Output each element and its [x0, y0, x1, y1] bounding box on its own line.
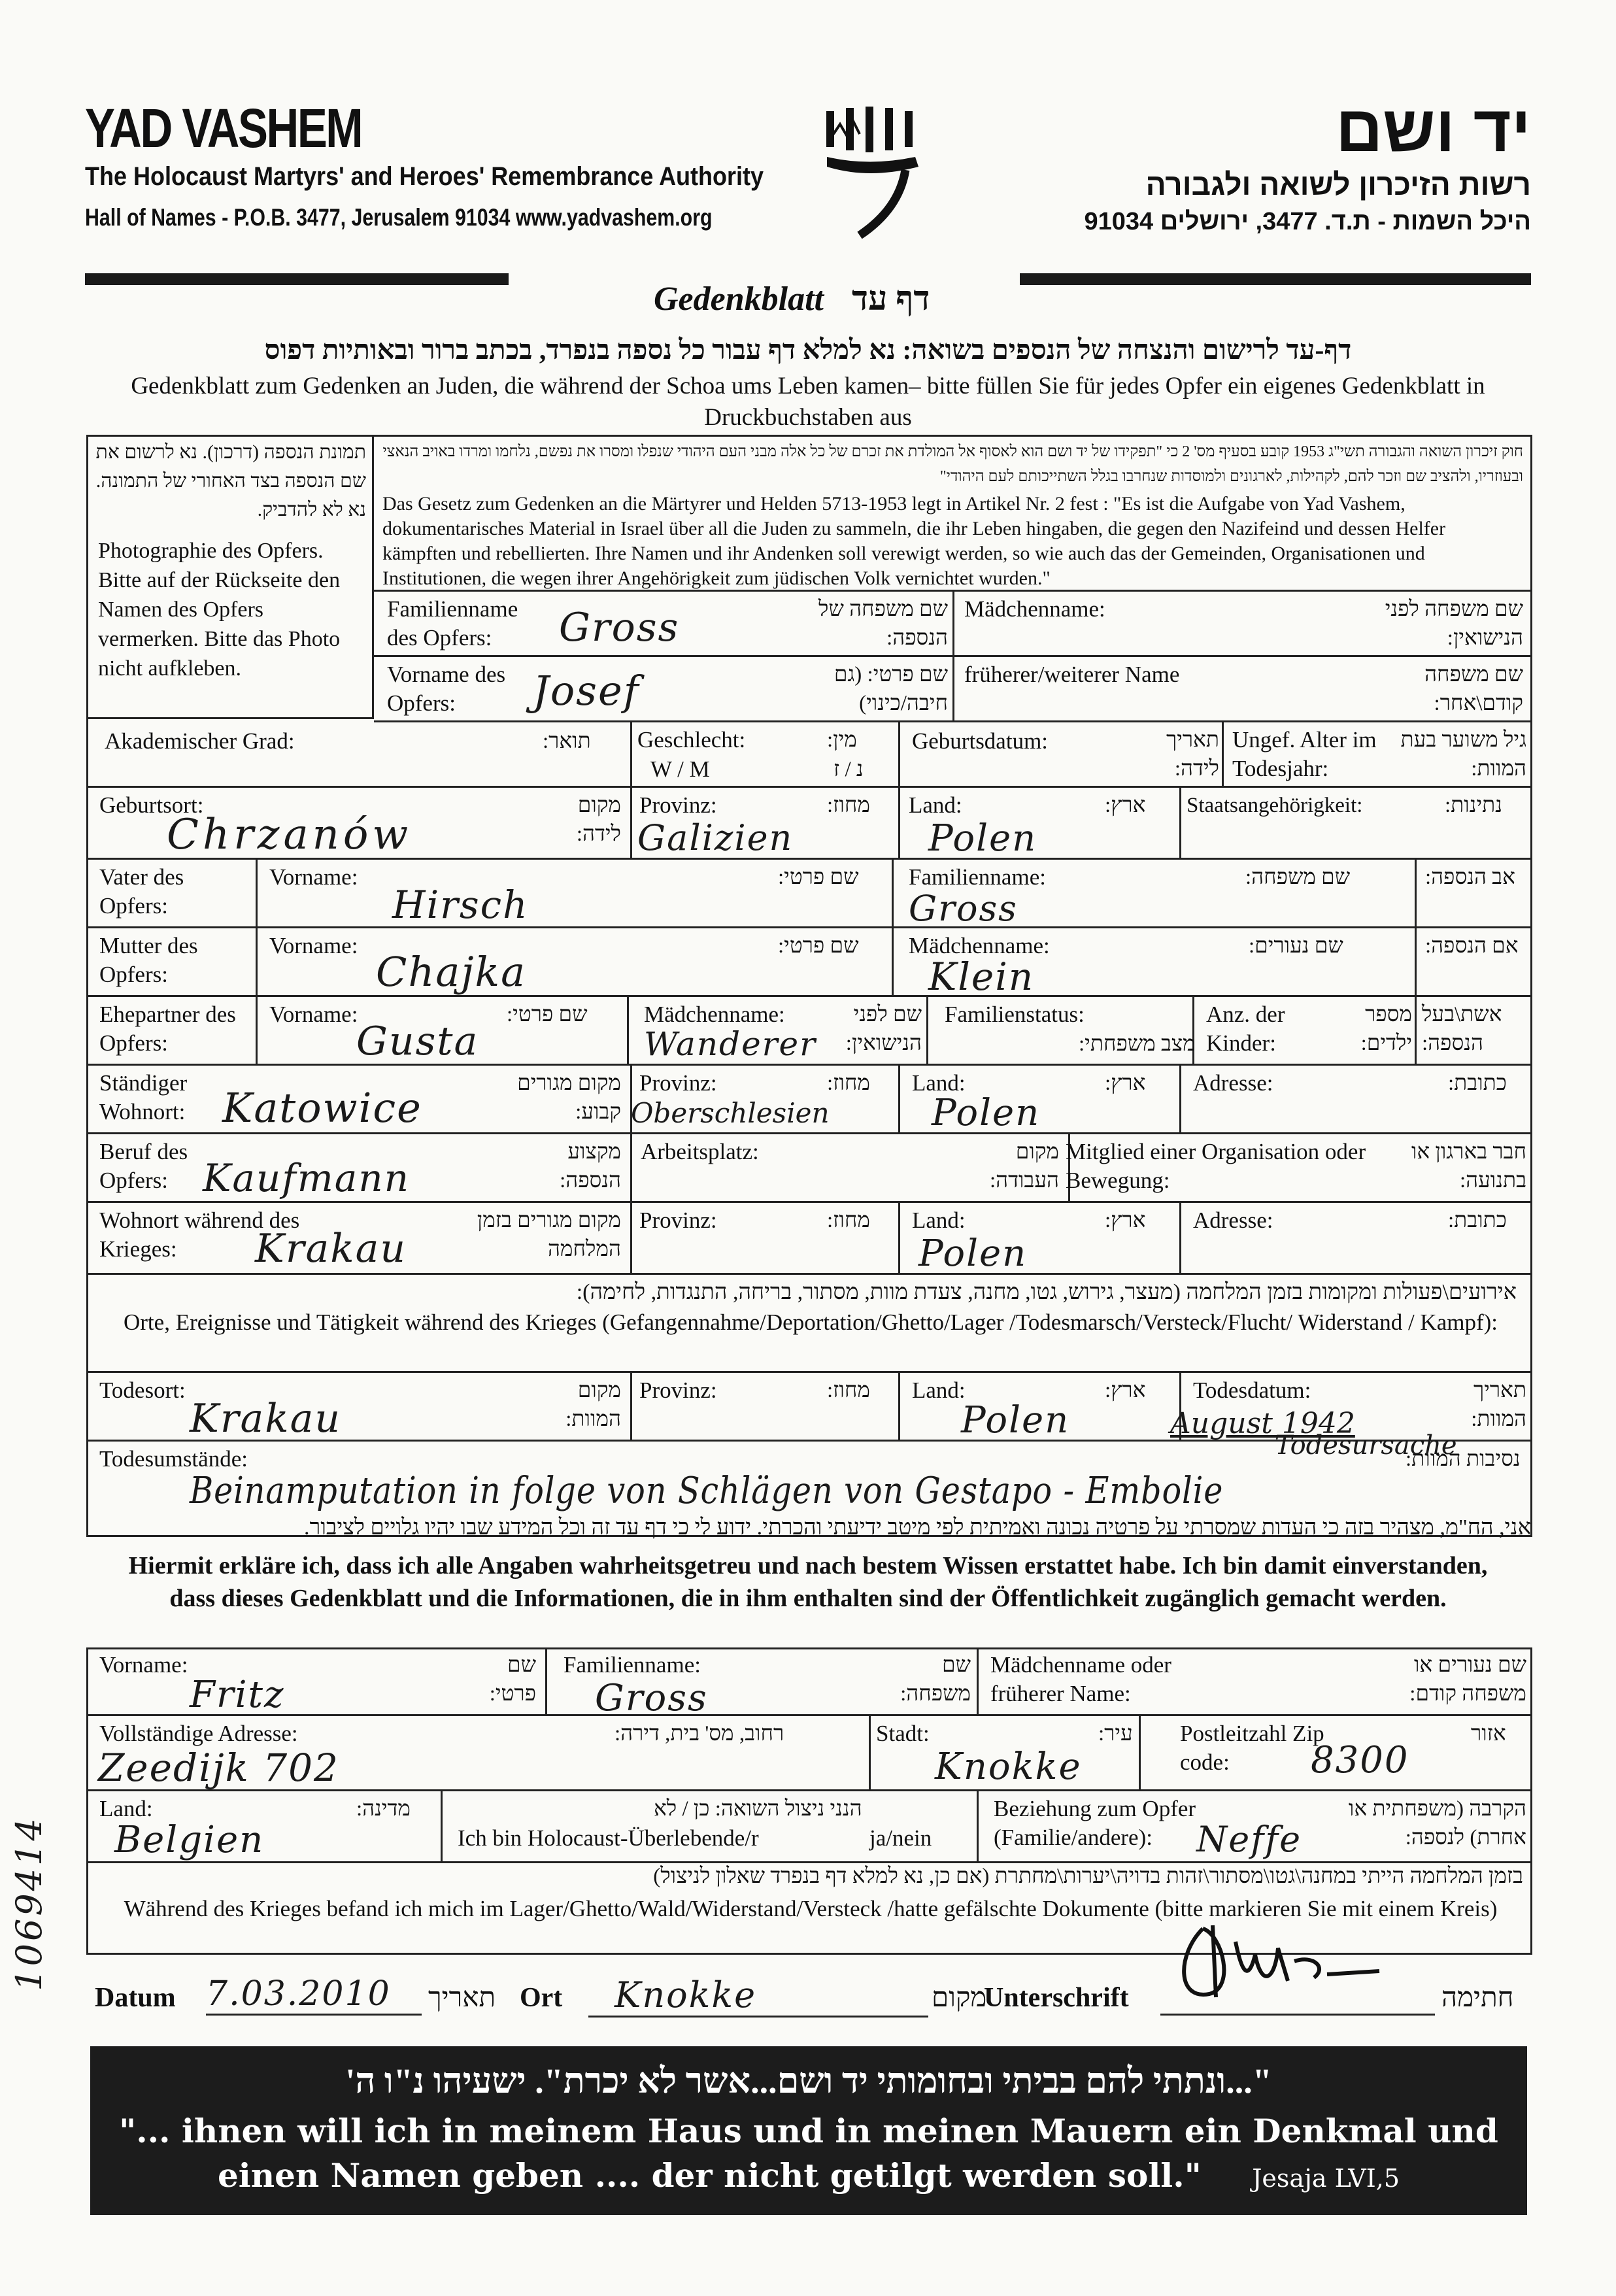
gender-options[interactable]: W / M — [650, 756, 710, 782]
firstname-label-he: שם פרטי: (גם חיבה/כינוי) — [833, 663, 948, 715]
gender-options-he: נ / ז — [833, 758, 864, 781]
org-subtitle: The Holocaust Martyrs' and Heroes' Remembrance Authority — [85, 162, 764, 191]
he-org-name: יד ושם — [1336, 92, 1531, 165]
sub-zip-value[interactable]: 8300 — [1311, 1739, 1409, 1781]
residence-value[interactable]: Katowice — [222, 1084, 422, 1132]
sub-sur-label: Familienname: — [564, 1652, 701, 1678]
citizenship-label-he: נתינות: — [1445, 794, 1502, 817]
profession-label-he: מקצוע הנספה: — [560, 1140, 621, 1192]
wartime-addr-label: Adresse: — [1193, 1207, 1273, 1233]
spouse-first-label: Vorname: — [269, 1002, 358, 1027]
margin-number: 1069414 — [8, 1815, 50, 1991]
organisation-label: Mitglied einer Organisation oder Bewegung: — [1066, 1139, 1366, 1193]
father-first-label: Vorname: — [269, 864, 358, 890]
sub-survivor-opt[interactable]: ja/nein — [869, 1825, 932, 1851]
death-date-label: Todesdatum: — [1193, 1377, 1311, 1403]
spouse-maiden-label-he: שם לפני הנישואין: — [845, 1003, 922, 1055]
declaration-he: אני, הח"מ, מצהיר בזה כי העדות שמסרתי על פרטיה נכונה ואמיתית לפי מיטב ידיעתי והכרתי. ידוע לי כי דף עד זה וכל המידע שבו יהיו גלויים לציבור. — [304, 1515, 1531, 1540]
gender-label: Geschlecht: — [637, 727, 746, 752]
wartime-label: Wohnort während des Krieges: — [99, 1207, 300, 1262]
residence-prov-label: Provinz: — [639, 1070, 717, 1096]
sig-place-label: Ort — [520, 1983, 563, 2013]
form-title — [654, 280, 930, 318]
birthplace-label-he: מקום לידה: — [576, 794, 621, 846]
wartime-land-value[interactable]: Polen — [918, 1232, 1028, 1275]
events-he: אירועים\פעולות ומקומות בזמן המלחמה (מעצר, גירוש, גטו, מחנה, צעדת מוות, מסתור, בריחה, התנגדות, לחימה): — [576, 1280, 1517, 1304]
father-sur-value[interactable]: Gross — [909, 888, 1018, 929]
spouse-first-value[interactable]: Gusta — [356, 1019, 479, 1064]
spouse-label: Ehepartner des Opfers: — [99, 1002, 236, 1056]
he-org-subtitle: רשות הזיכרון לשואה ולגבורה — [1145, 167, 1531, 201]
mother-label-he: אם הנספה: — [1425, 934, 1519, 958]
residence-land-label: Land: — [912, 1070, 966, 1096]
birthdate-label-he: תאריך לידה: — [1166, 728, 1219, 781]
sig-date-label: Datum — [95, 1983, 176, 2013]
profession-label: Beruf des Opfers: — [99, 1139, 188, 1193]
sig-sign-label-he: חתימה — [1441, 1983, 1514, 2013]
birthdate-label: Geburtsdatum: — [912, 728, 1049, 754]
mother-sur-value[interactable]: Klein — [928, 954, 1035, 999]
father-first-value[interactable]: Hirsch — [392, 883, 529, 927]
country-label: Land: — [909, 792, 962, 818]
death-land-label-he: ארץ: — [1105, 1379, 1146, 1402]
footer-ref: Jesaja LVI,5 — [1252, 2164, 1400, 2193]
sub-land-label: Land: — [99, 1796, 153, 1821]
residence-label-he: מקום מגורים קבוע: — [517, 1072, 621, 1124]
workplace-label-he: מקום העבודה: — [989, 1140, 1059, 1192]
maiden-label: Mädchenname: — [964, 596, 1105, 622]
residence-land-value[interactable]: Polen — [932, 1092, 1041, 1134]
law-he: חוק זיכרון השואה והגבורה תשי"ג 1953 קובע בסעיף מס' 2 כי "תפקידו של יד ושם הוא לאסוף אל המולדת את זכרם של כל אלה מבני העם היהודי שנפלו ומסרו את נפשם, נלחמו ומרדו באויב הנאצי ובעוזריו, ולהציב שם וזכר להם, לקהילות, לארגונים ולמוסדות שנחרבו בגלל השתייכותם לעם היהודי" — [382, 443, 1523, 485]
death-place-value[interactable]: Krakau — [190, 1396, 342, 1442]
father-first-label-he: שם פרטי: — [778, 866, 859, 889]
sub-zip-label: Postleitzahl Zip code: — [1180, 1721, 1324, 1775]
spouse-maiden-label: Mädchenname: — [644, 1002, 785, 1027]
photo-he: תמונת הנספה (דרכון). נא לרשום את שם הנספה בצד האחורי של התמונה. נא לא להדביק. — [95, 441, 366, 520]
father-label-he: אב הנספה: — [1425, 866, 1515, 889]
circumstances-note: Todesursache — [1275, 1430, 1457, 1460]
death-land-label: Land: — [912, 1377, 966, 1403]
residence-prov-value[interactable]: Oberschlesien — [631, 1097, 830, 1129]
death-date-label-he: תאריך המוות: — [1471, 1379, 1526, 1431]
spouse-maiden-value[interactable]: Wanderer — [644, 1025, 817, 1063]
former-label: früherer/weiterer Name — [964, 662, 1180, 687]
age-label-he: גיל משוער בעת המוות: — [1400, 728, 1526, 781]
spouse-kids-label: Anz. der Kinder: — [1206, 1002, 1285, 1056]
surname-label: Familienname des Opfers: — [387, 596, 518, 650]
header-rule-right — [1020, 273, 1531, 285]
sub-addr-value[interactable]: Zeedijk 702 — [98, 1746, 339, 1790]
residence-land-label-he: ארץ: — [1105, 1072, 1146, 1095]
sub-rel-label: Beziehung zum Opfer (Familie/andere): — [994, 1796, 1196, 1850]
sub-land-value[interactable]: Belgien — [114, 1819, 265, 1861]
maiden-label-he: שם משפחה לפני הנישואין: — [1385, 598, 1523, 650]
signature-scribble — [1164, 1916, 1399, 2014]
wartime-land-label: Land: — [912, 1207, 966, 1233]
gender-label-he: מין: — [827, 728, 857, 752]
footer-de-text2: einen Namen geben .... der nicht getilgt werden soll." — [217, 2156, 1202, 2195]
country-label-he: ארץ: — [1105, 794, 1146, 817]
law-de: Das Gesetz zum Gedenken an die Märtyrer und Helden 5713-1953 legt in Artikel Nr. 2 fest : "Es ist die Aufgabe von Yad Vashem, dokumentarisches Material in Israel über all die Juden zu sammeln, die ihr Leben hingaben, die gegen den Nazifeind und dessen Helfer kämpften und rebellierten. Ihre Namen und ihr Andenken soll verewigt werden, so wie auch das der Gemeinden, Organisationen und Institutionen, die wegen ihrer Angehörigkeit zum jüdischen Volk vernichtet wurden." — [382, 493, 1446, 589]
surname-value[interactable]: Gross — [559, 605, 680, 650]
spouse-label-he: אשת\בעל הנספה: — [1422, 1003, 1502, 1055]
wartime-land-label-he: ארץ: — [1105, 1209, 1146, 1232]
footer-de-line1: "... ihnen will ich in meinem Haus und in meinen Mauern ein Denkmal und — [119, 2112, 1498, 2150]
mother-sur-label-he: שם נעורים: — [1249, 934, 1343, 958]
profession-value[interactable]: Kaufmann — [203, 1156, 411, 1200]
spouse-first-label-he: שם פרטי: — [507, 1003, 588, 1026]
sig-date-value[interactable]: 7.03.2010 — [206, 1974, 422, 2016]
sub-first-label: Vorname: — [99, 1652, 188, 1678]
title-label-he: תואר: — [543, 730, 591, 753]
form-title-he: דף עד — [851, 280, 930, 318]
spouse-kids-label-he: מספר ילדים: — [1360, 1003, 1412, 1055]
footer-de-line2 — [90, 2156, 1527, 2195]
circumstances-value[interactable]: Beinamputation in folge von Schlägen von Gestapo - Embolie — [190, 1470, 1224, 1512]
wartime-label-he: מקום מגורים בזמן המלחמה — [477, 1209, 621, 1261]
firstname-label: Vorname des Opfers: — [387, 662, 506, 716]
sub-first-label-he: שם פרטי: — [489, 1653, 536, 1706]
sig-place-value[interactable]: Knokke — [588, 1974, 928, 2017]
death-place-label-he: מקום המוות: — [565, 1379, 621, 1431]
sub-maiden-label-he: שם נעורים או משפחה קודם: — [1409, 1653, 1526, 1706]
photo-de: Photographie des Opfers. Bitte auf der Rückseite den Namen des Opfers vermerken. Bitte das Photo nicht aufkleben. — [98, 539, 341, 681]
events-de: Orte, Ereignisse und Tätigkeit während des Krieges (Gefangennahme/Deportation/Ghetto/Lager /Todesmarsch/Versteck/Flucht/ Widerstand / Kampf): — [124, 1309, 1498, 1335]
yad-vashem-logo — [820, 95, 925, 265]
residence-addr-label-he: כתובת: — [1448, 1072, 1507, 1095]
sub-camp-de: Während des Krieges befand ich mich im Lager/Ghetto/Wald/Widerstand/Versteck /hatte gefälschte Dokumente (bitte markieren Sie mit einem Kreis) — [124, 1896, 1498, 1921]
father-sur-label-he: שם משפחה: — [1245, 866, 1351, 889]
mother-label: Mutter des Opfers: — [99, 933, 198, 987]
province-value[interactable]: Galizien — [637, 817, 794, 858]
sig-sign-label: Unterschrift — [984, 1983, 1129, 2013]
former-label-he: שם משפחה קודם\אחר: — [1424, 663, 1523, 715]
organisation-label-he: חבר בארגון או בתנועה: — [1411, 1140, 1526, 1192]
declaration-de: Hiermit erkläre ich, dass ich alle Angaben wahrheitsgetreu und nach bestem Wissen erstattet habe. Ich bin damit einverstanden, dass dieses Gedenkblatt und die Informationen, die in ihm enthalten sind der Öffentlichkeit zugänglich gemacht werden. — [128, 1552, 1488, 1612]
de-instructions: Gedenkblatt zum Gedenken an Juden, die während der Schoa ums Leben kamen– bitte füllen Sie für jedes Opfer ein eigenes Gedenkblatt in Druckbuchstaben aus — [131, 373, 1485, 431]
workplace-label: Arbeitsplatz: — [641, 1139, 759, 1164]
footer-band — [90, 2046, 1527, 2215]
mother-first-label-he: שם פרטי: — [778, 934, 859, 958]
wartime-prov-label: Provinz: — [639, 1207, 717, 1233]
spouse-status-label: Familienstatus: — [945, 1002, 1085, 1027]
form-title-de: Gedenkblatt — [654, 280, 824, 318]
residence-label: Ständiger Wohnort: — [99, 1070, 188, 1124]
sub-zip-label-he: אזור — [1471, 1722, 1506, 1746]
he-org-address: היכל השמות - ת.ד. 3477, ירושלים 91034 — [1084, 208, 1531, 235]
sub-addr-label: Vollständige Adresse: — [99, 1721, 298, 1746]
header-rule-left — [85, 273, 509, 285]
father-label: Vater des Opfers: — [99, 864, 184, 919]
wartime-addr-label-he: כתובת: — [1448, 1209, 1507, 1232]
sub-first-value[interactable]: Fritz — [190, 1674, 285, 1716]
sub-city-label: Stadt: — [876, 1721, 930, 1746]
sub-maiden-label: Mädchenname oder früherer Name: — [990, 1652, 1171, 1706]
sub-camp-he: בזמן המלחמה הייתי במחנה\גטו\מסתור\זהות בדויה\יערות\מחתרת (אם כן, נא למלא דף בנפרד שאלון לניצול) — [653, 1865, 1523, 1888]
sub-sur-value[interactable]: Gross — [595, 1677, 708, 1719]
spouse-status-label-he: מצב משפחתי: — [1079, 1032, 1196, 1056]
birthplace-value[interactable]: Chrzanów — [167, 811, 412, 859]
sig-place-label-he: מקום — [932, 1983, 987, 2013]
sig-date-label-he: תאריך — [428, 1983, 496, 2013]
circumstances-label: Todesumstände: — [99, 1446, 248, 1472]
wartime-value[interactable]: Krakau — [255, 1226, 407, 1272]
sub-city-value[interactable]: Knokke — [935, 1746, 1082, 1788]
footer-he: "...ונתתי להם בביתי ובחומותי יד ושם...אשר לא יכרת". ישעיהו נ"ו ה' — [345, 2061, 1272, 2101]
sub-rel-label-he: הקרבה (משפחתית או אחרת) לנספה: — [1348, 1797, 1526, 1849]
residence-prov-label-he: מחוז: — [827, 1072, 870, 1095]
mother-first-label: Vorname: — [269, 933, 358, 958]
mother-first-value[interactable]: Chajka — [376, 948, 527, 996]
death-date-value[interactable]: August 1942 — [1170, 1407, 1355, 1440]
death-prov-label-he: מחוז: — [827, 1379, 870, 1402]
death-land-value[interactable]: Polen — [961, 1399, 1070, 1442]
sub-land-label-he: מדינה: — [356, 1797, 411, 1821]
firstname-value[interactable]: Josef — [533, 667, 640, 715]
citizenship-label: Staatsangehörigkeit: — [1187, 794, 1363, 817]
residence-addr-label: Adresse: — [1193, 1070, 1273, 1096]
org-address: Hall of Names - P.O.B. 3477, Jerusalem 91034 www.yadvashem.org — [85, 204, 713, 231]
sub-city-label-he: עיר: — [1098, 1722, 1133, 1746]
sig-sign-line[interactable] — [1160, 2014, 1435, 2016]
title-label: Akademischer Grad: — [105, 728, 295, 754]
sub-survivor-he: הנני ניצול השואה: כן / לא — [654, 1797, 862, 1821]
org-name: YAD VASHEM — [85, 97, 362, 159]
sub-addr-label-he: רחוב, מס' בית, דירה: — [614, 1722, 784, 1746]
country-value[interactable]: Polen — [928, 817, 1037, 860]
mother-sur-label: Mädchenname: — [909, 933, 1050, 958]
wartime-prov-label-he: מחוז: — [827, 1209, 870, 1232]
sub-survivor-de: Ich bin Holocaust-Überlebende/r — [458, 1825, 759, 1851]
birthplace-label: Geburtsort: — [99, 792, 204, 818]
sub-rel-value[interactable]: Neffe — [1196, 1819, 1302, 1860]
surname-label-he: שם משפחה של הנספה: — [818, 598, 948, 650]
age-label: Ungef. Alter im Todesjahr: — [1232, 727, 1377, 781]
death-place-label: Todesort: — [99, 1377, 186, 1403]
sub-sur-label-he: שם משפחה: — [900, 1653, 971, 1706]
father-sur-label: Familienname: — [909, 864, 1046, 890]
he-instructions: דף-עד לרישום והנצחה של הנספים בשואה: נא למלא דף עבור כל נספה בנפרד, בכתב ברור ובאותיות דפוס — [264, 335, 1352, 365]
province-label: Provinz: — [639, 792, 717, 818]
circumstances-label-he: נסיבות המוות: — [1406, 1447, 1521, 1471]
death-prov-label: Provinz: — [639, 1377, 717, 1403]
province-label-he: מחוז: — [827, 794, 870, 817]
